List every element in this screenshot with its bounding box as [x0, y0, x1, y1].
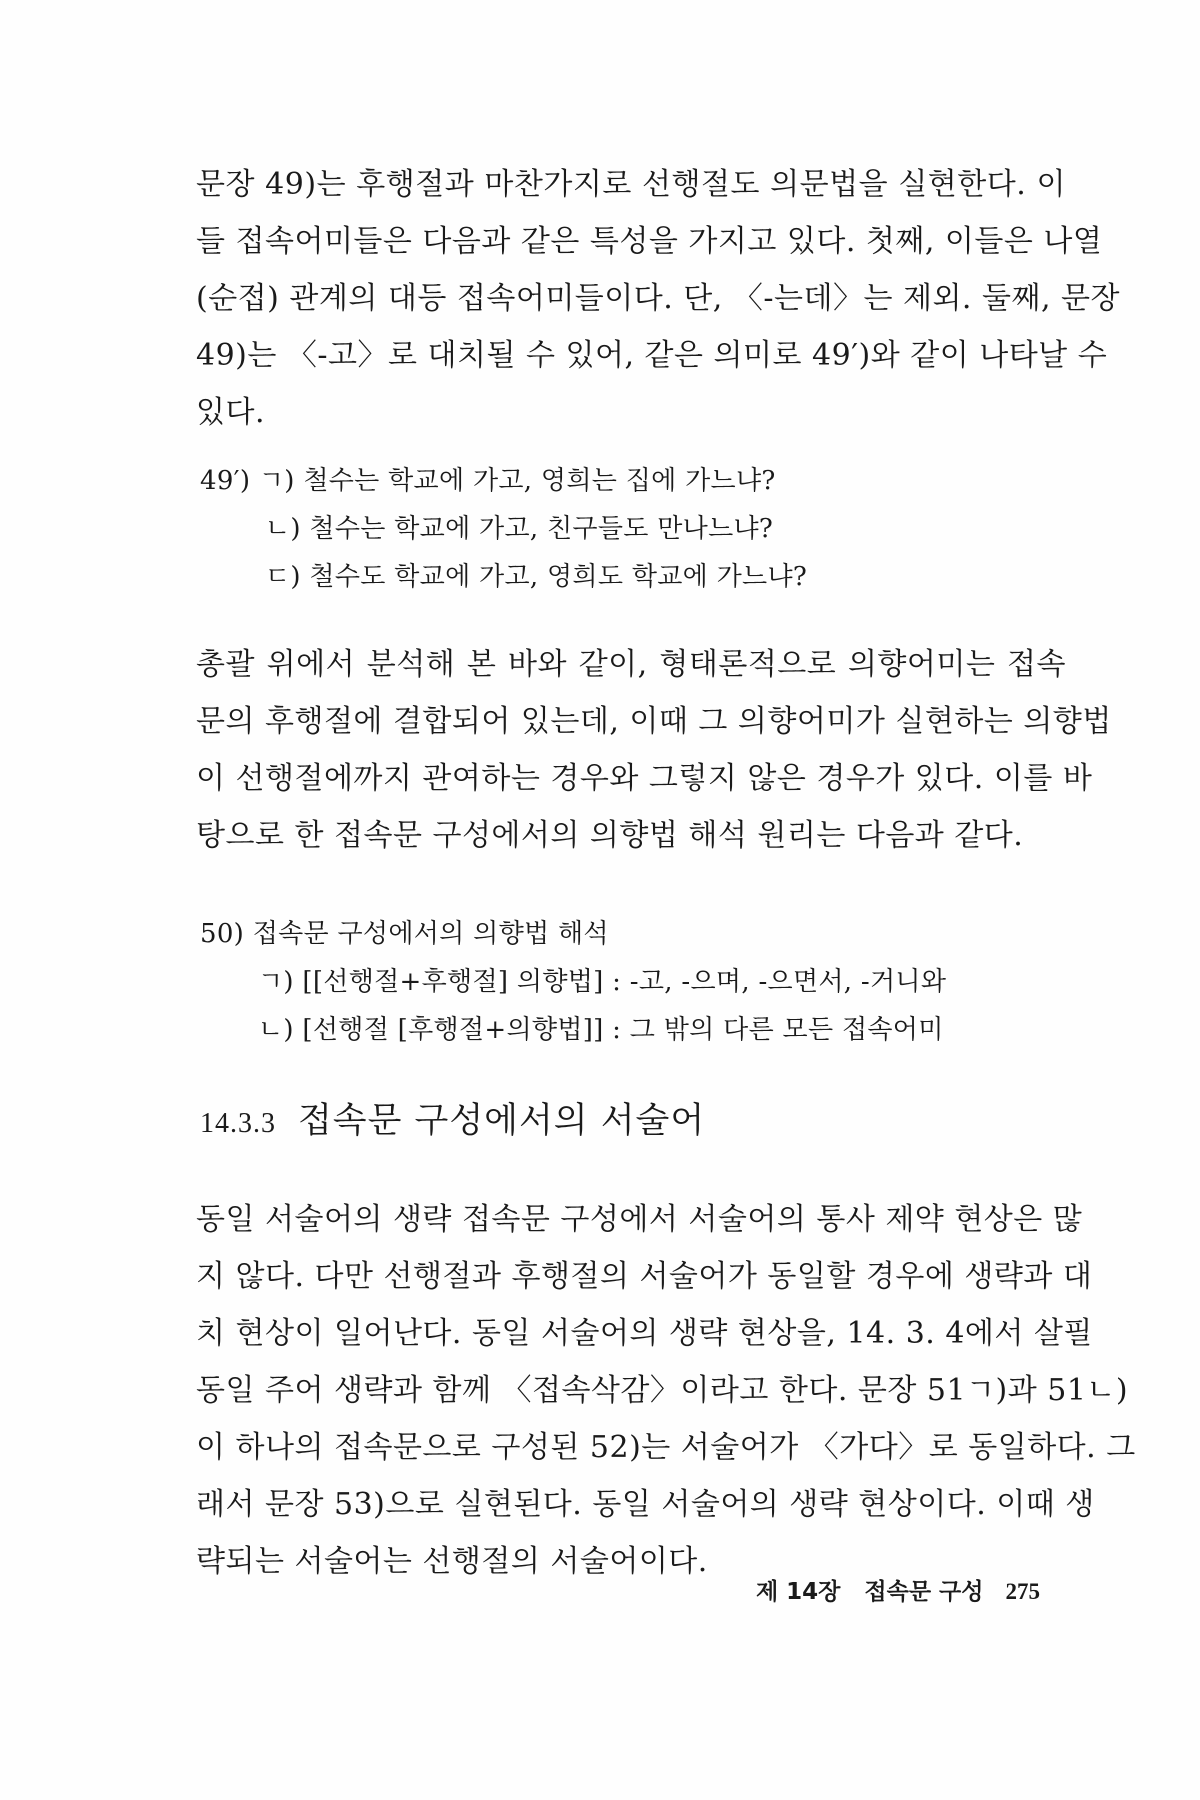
text-line: 있다. [196, 395, 265, 430]
text-line: 치 현상이 일어난다. 동일 서술어의 생략 현상을, 14. 3. 4에서 살필 [196, 1316, 1093, 1351]
example-line: ㄷ) 철수도 학교에 가고, 영희도 학교에 가느냐? [265, 562, 808, 592]
text-line: 지 않다. 다만 선행절과 후행절의 서술어가 동일할 경우에 생략과 대 [196, 1259, 1093, 1294]
running-footer [756, 1573, 1040, 1606]
text-line: 문의 후행절에 결합되어 있는데, 이때 그 의향어미가 실현하는 의향법 [196, 704, 1112, 739]
text-line: 49)는 〈-고〉로 대치될 수 있어, 같은 의미로 49′)와 같이 나타날 수 [196, 338, 1108, 373]
text-line: 문장 49)는 후행절과 마찬가지로 선행절도 의문법을 실현한다. 이 [196, 167, 1066, 202]
example-line: 50) 접속문 구성에서의 의향법 해석 [200, 919, 609, 949]
example-line: ㄴ) 철수는 학교에 가고, 친구들도 만나느냐? [265, 514, 774, 544]
text-line: 총괄 위에서 분석해 본 바와 같이, 형태론적으로 의향어미는 접속 [196, 647, 1066, 682]
chapter-title: 접속문 구성 [864, 1579, 984, 1605]
text-line: (순접) 관계의 대등 접속어미들이다. 단, 〈-는데〉는 제외. 둘째, 문장 [196, 281, 1120, 316]
page-number: 275 [1005, 1579, 1040, 1604]
text-line: 동일 서술어의 생략 접속문 구성에서 서술어의 통사 제약 현상은 많 [196, 1202, 1083, 1237]
paragraph-1 [196, 156, 1120, 441]
section-number: 14.3.3 [200, 1108, 276, 1139]
example-line: ㄱ) [[선행절+후행절] 의향법] : -고, -으며, -으면서, -거니와 [258, 967, 947, 997]
text-line: 들 접속어미들은 다음과 같은 특성을 가지고 있다. 첫째, 이들은 나열 [196, 224, 1103, 259]
text-line: 략되는 서술어는 선행절의 서술어이다. [196, 1544, 708, 1579]
text-line: 탕으로 한 접속문 구성에서의 의향법 해석 원리는 다음과 같다. [196, 818, 1024, 853]
example-line: ㄴ) [선행절 [후행절+의향법]] : 그 밖의 다른 모든 접속어미 [258, 1015, 944, 1045]
text-line: 이 선행절에까지 관여하는 경우와 그렇지 않은 경우가 있다. 이를 바 [196, 761, 1093, 796]
paragraph-3 [196, 1191, 1136, 1590]
section-title: 접속문 구성에서의 서술어 [298, 1101, 706, 1141]
chapter-label: 제 14장 [755, 1579, 841, 1605]
text-line: 동일 주어 생략과 함께 〈접속삭감〉이라고 한다. 문장 51ㄱ)과 51ㄴ) [196, 1373, 1129, 1408]
text-line: 이 하나의 접속문으로 구성된 52)는 서술어가 〈가다〉로 동일하다. 그 [196, 1430, 1136, 1465]
example-line: 49′) ㄱ) 철수는 학교에 가고, 영희는 집에 가느냐? [200, 466, 776, 496]
section-heading [200, 1093, 705, 1143]
paragraph-2 [196, 636, 1112, 864]
text-line: 래서 문장 53)으로 실현된다. 동일 서술어의 생략 현상이다. 이때 생 [196, 1487, 1095, 1522]
